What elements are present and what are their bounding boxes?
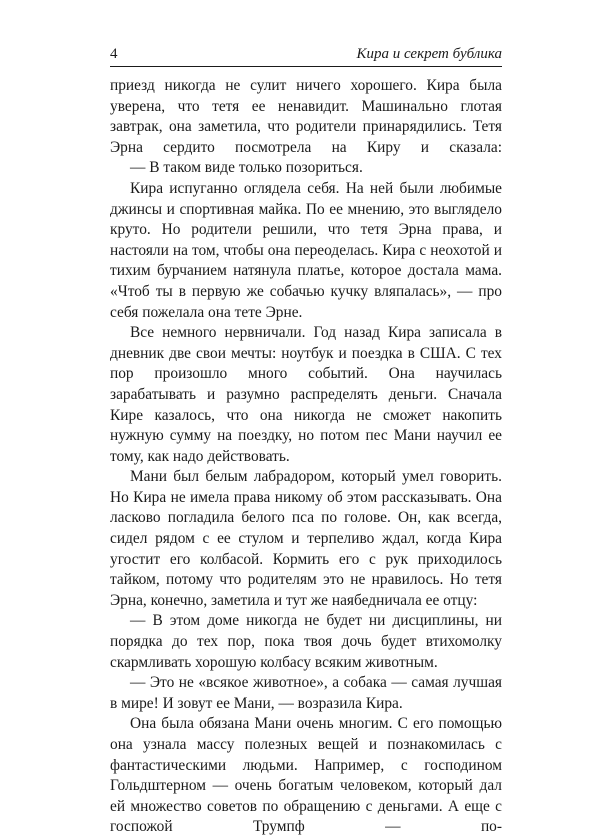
running-head [110, 42, 502, 64]
paragraph-dialogue-kira: — Это не «всякое животное», а собака — самая лучшая в мире! И зовут ее Мани, — возразила Кира. [110, 674, 502, 712]
paragraph-money-dog: Мани был белым лабрадором, который умел говорить. Но Кира не имела права никому об этом рассказывать. Она ласково погладила белого пса по голове. Он, как всегда, сидел рядом с ее стулом и терпеливо ждал, когда Кира угостит его колбасой. Кормить его с рук приходилось тайком, потому что родителям это не нравилось. Но тетя Эрна, конечно, заметила и тут же наябедничала ее отцу: [110, 468, 502, 609]
running-title: Кира и секрет бублика [356, 46, 502, 62]
paragraph-dreams: Все немного нервничали. Год назад Кира записала в дневник две свои мечты: ноутбук и поездка в США. С тех пор произошло много событий. Она научилась зарабатывать и разумно распределять деньги. Сначала Кире казалось, что она никогда не сможет накопить нужную сумму на поездку, но потом пес Мани научил ее тому, как надо действовать. [110, 324, 502, 465]
paragraph-dialogue-discipline: — В этом доме никогда не будет ни дисциплины, ни порядка до тех пор, пока твоя дочь будет втихомолку скармливать хорошую колбасу всяким животным. [110, 612, 502, 671]
paragraph-gratitude: Она была обязана Мани очень многим. С его помощью она узнала массу полезных вещей и познакомилась с фантастическими людьми. Например, с господином Гольдштерном — очень богатым человеком, который дал ей множество советов по обращению с деньгами. А еще с госпожой Трумпф — по- [110, 715, 502, 836]
paragraph-continuation: приезд никогда не сулит ничего хорошего. Кира была уверена, что тетя ее ненавидит. Машинально глотая завтрак, она заметила, что родители принарядились. Тетя Эрна сердито посмотрела на Киру и сказала: [110, 77, 502, 156]
body-text [110, 76, 502, 838]
book-page [110, 42, 502, 838]
paragraph-outfit: Кира испуганно оглядела себя. На ней были любимые джинсы и спортивная майка. По ее мнению, это выглядело круто. Но родители решили, что тетя Эрна права, и настояли на том, чтобы она переоделась. Кира с неохотой и тихим бурчанием натянула платье, которое достала мама. «Чтоб ты в первую же собачью кучку вляпалась», — про себя пожелала она тете Эрне. [110, 179, 502, 321]
page-number: 4 [110, 46, 118, 62]
paragraph-dialogue-aunt: — В таком виде только позориться. [130, 159, 363, 177]
header-rule [110, 66, 502, 67]
